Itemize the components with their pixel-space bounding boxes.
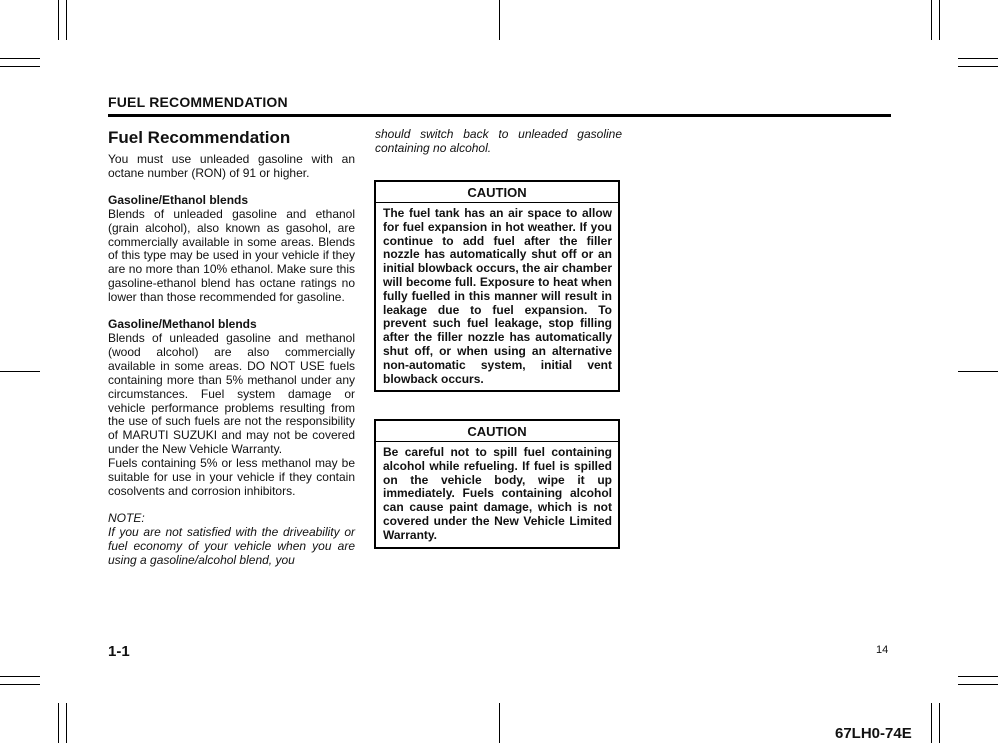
crop-mark [958, 58, 998, 59]
left-column [108, 128, 355, 567]
crop-mark [931, 703, 932, 743]
crop-mark [958, 371, 998, 372]
crop-mark [958, 684, 998, 685]
crop-mark [58, 703, 59, 743]
crop-mark [958, 66, 998, 67]
page-number: 14 [876, 644, 889, 656]
caution-box-1 [374, 180, 620, 392]
methanol-paragraph-2: Fuels containing 5% or less methanol may be suitable for use in your vehicle if they contain cosolvents and corrosion inhibitors. [108, 456, 355, 498]
document-code: 67LH0-74E [835, 725, 912, 742]
crop-mark [0, 58, 40, 59]
crop-mark [66, 703, 67, 743]
crop-mark [958, 676, 998, 677]
crop-mark [0, 66, 40, 67]
ethanol-heading: Gasoline/Ethanol blends [108, 192, 249, 207]
note-label: NOTE: [108, 510, 145, 525]
caution-title: CAUTION [376, 421, 618, 442]
note-text: If you are not satisfied with the driveability or fuel economy of your vehicle when you are using a gasoline/alcohol blend, you [108, 524, 355, 567]
crop-mark [499, 703, 500, 743]
section-page-label: 1-1 [108, 643, 130, 660]
note-continuation: should switch back to unleaded gasoline containing no alcohol. [375, 127, 622, 155]
caution-text: The fuel tank has an air space to allow for fuel expansion in hot weather. If you continue to add fuel after the filler nozzle has automatically shut off or an initial blowback occurs, the air chamber will become full. Exposure to heat when fully fuelled in this manner will result in leakage due to fuel expansion. To prevent such fuel leakage, stop filling after the filler nozzle has automatically shut off, or when using an alternative non-automatic system, initial vent blowback occurs. [383, 206, 612, 386]
crop-mark [0, 676, 40, 677]
methanol-heading: Gasoline/Methanol blends [108, 317, 257, 332]
section-title: Fuel Recommendation [108, 128, 291, 147]
page-header: FUEL RECOMMENDATION [108, 94, 288, 110]
crop-mark [931, 0, 932, 40]
crop-mark [0, 371, 40, 372]
crop-mark [499, 0, 500, 40]
ethanol-paragraph: Blends of unleaded gasoline and ethanol (grain alcohol), also known as gasohol, are commercially available in some areas. Blends of this type may be used in your vehicle if they are no more than 10% ethanol. Make sure this gasoline-ethanol blend has octane ratings no lower than those recommended for gasoline. [108, 206, 355, 305]
crop-mark [58, 0, 59, 40]
methanol-paragraph: Blends of unleaded gasoline and methanol (wood alcohol) are also commercially available in some areas. DO NOT USE fuels containing more than 5% methanol under any circumstances. Fuel system damage or vehicle performance problems resulting from the use of such fuels are not the responsibility of MARUTI SUZUKI and may not be covered under the New Vehicle Warranty. [108, 330, 355, 457]
caution-text: Be careful not to spill fuel containing alcohol while refueling. If fuel is spilled on the vehicle body, wipe it up immediately. Fuels containing alcohol can cause paint damage, which is not covered under the New Vehicle Limited Warranty. [383, 445, 612, 542]
crop-mark [939, 703, 940, 743]
crop-mark [0, 684, 40, 685]
crop-mark [66, 0, 67, 40]
caution-title: CAUTION [376, 182, 618, 203]
intro-paragraph: You must use unleaded gasoline with an octane number (RON) of 91 or higher. [108, 152, 355, 180]
crop-mark [939, 0, 940, 40]
caution-box-2 [374, 419, 620, 549]
right-column [375, 128, 622, 156]
header-rule [108, 114, 891, 117]
